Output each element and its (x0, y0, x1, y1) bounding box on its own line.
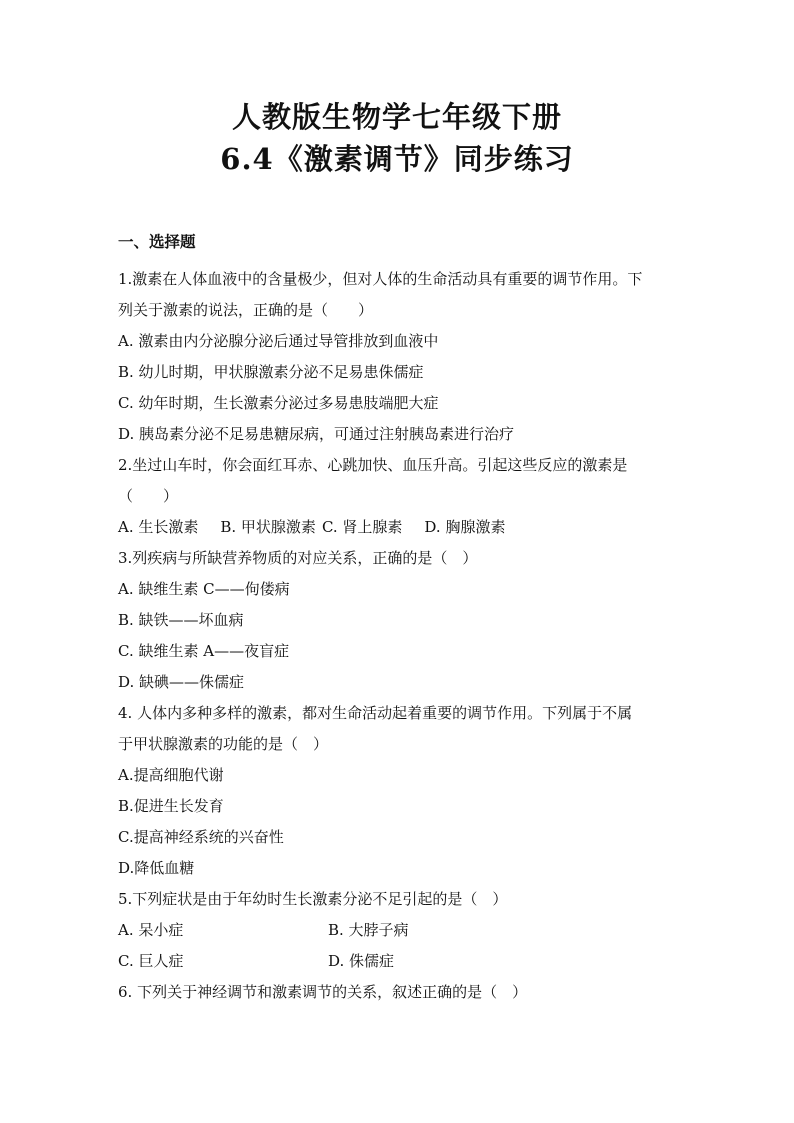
question-4-option-d: D.降低血糖 (118, 859, 195, 877)
question-4-option-a: A.提高细胞代谢 (118, 766, 224, 784)
question-5-option-b: B. 大脖子病 (328, 921, 409, 939)
question-1-stem-line1: 1.激素在人体血液中的含量极少，但对人体的生命活动具有重要的调节作用。下 (118, 270, 643, 288)
question-2-stem-line1: 2.坐过山车时，你会面红耳赤、心跳加快、血压升高。引起这些反应的激素是 (118, 456, 628, 474)
question-2-option-a: A. 生长激素 (118, 518, 199, 536)
question-6-stem-line1: 6. 下列关于神经调节和激素调节的关系，叙述正确的是（ ） (118, 983, 528, 1001)
question-4-stem-line2: 于甲状腺激素的功能的是（ ） (118, 735, 329, 753)
question-6 (118, 977, 688, 1008)
question-1-option-a: A. 激素由内分泌腺分泌后通过导管排放到血液中 (118, 332, 439, 350)
question-3-stem-line1: 3.列疾病与所缺营养物质的对应关系，正确的是（ ） (118, 549, 478, 567)
question-5-option-d: D. 侏儒症 (328, 952, 395, 970)
question-3-option-a: A. 缺维生素 C——佝偻病 (118, 580, 290, 598)
question-1-option-b: B. 幼儿时期，甲状腺激素分泌不足易患侏儒症 (118, 363, 424, 381)
question-5-option-c: C. 巨人症 (118, 952, 184, 970)
question-1-option-c: C. 幼年时期，生长激素分泌过多易患肢端肥大症 (118, 394, 439, 412)
question-list (118, 264, 688, 1008)
question-4-option-c: C.提高神经系统的兴奋性 (118, 828, 284, 846)
question-5 (118, 884, 688, 977)
document-title-line2: 6.4《激素调节》同步练习 (220, 142, 574, 176)
question-1-stem-line2: 列关于激素的说法，正确的是（ ） (118, 301, 374, 319)
question-1 (118, 264, 688, 450)
question-2-option-b: B. 甲状腺激素 (220, 518, 316, 536)
question-1-option-d: D. 胰岛素分泌不足易患糖尿病，可通过注射胰岛素进行治疗 (118, 425, 515, 443)
question-3 (118, 543, 688, 698)
question-4-stem-line1: 4. 人体内多种多样的激素，都对生命活动起着重要的调节作用。下列属于不属 (118, 704, 633, 722)
question-4 (118, 698, 688, 884)
question-3-option-b: B. 缺铁——坏血病 (118, 611, 244, 629)
question-2-options-row (118, 512, 688, 543)
question-5-options-row1 (118, 915, 688, 946)
question-4-option-b: B.促进生长发育 (118, 797, 224, 815)
document-title-line1: 人教版生物学七年级下册 (231, 100, 562, 134)
question-2-option-d: D. 胸腺激素 (424, 518, 506, 536)
question-2-option-c: C. 肾上腺素 (321, 518, 403, 536)
question-3-option-d: D. 缺碘——侏儒症 (118, 673, 245, 691)
question-5-option-a: A. 呆小症 (118, 921, 184, 939)
question-5-stem-line1: 5.下列症状是由于年幼时生长激素分泌不足引起的是（ ） (118, 890, 508, 908)
question-3-option-c: C. 缺维生素 A——夜盲症 (118, 642, 290, 660)
section-heading: 一、选择题 (118, 232, 196, 251)
question-5-options-row2 (118, 946, 688, 977)
question-2 (118, 450, 688, 543)
question-2-stem-line2: （ ） (118, 487, 179, 505)
